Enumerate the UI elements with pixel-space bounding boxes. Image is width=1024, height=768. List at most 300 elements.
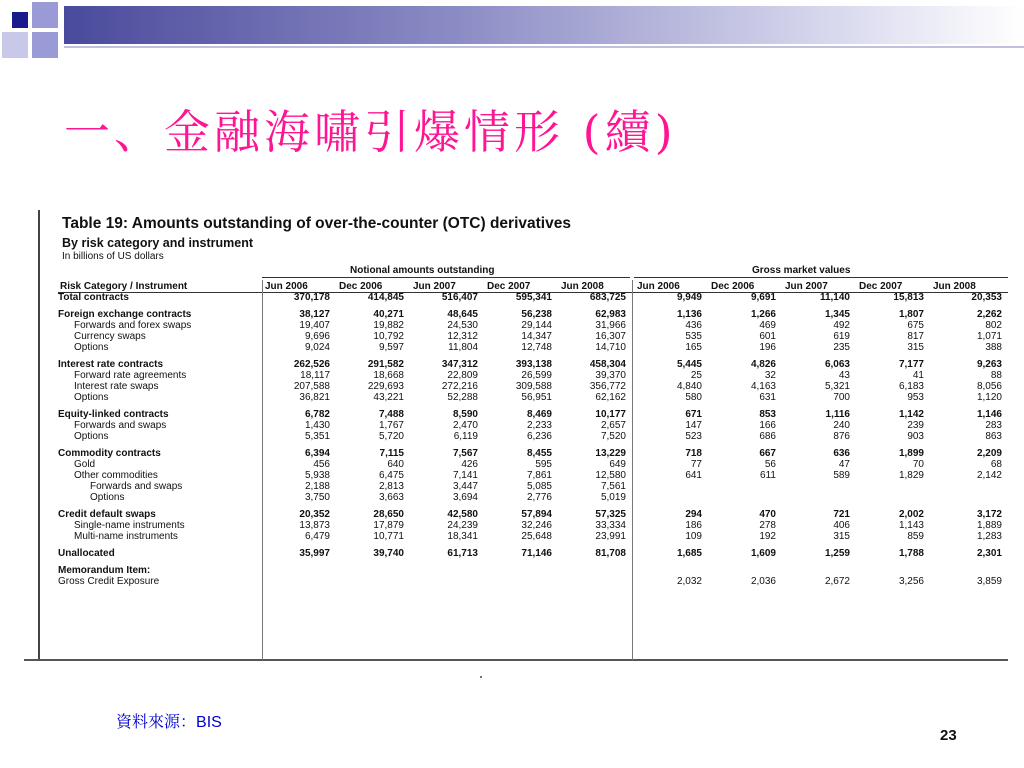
table-cell: 2,142 (976, 470, 1002, 481)
table-cell: 4,840 (676, 381, 702, 392)
table-cell: 11,140 (819, 292, 850, 303)
row-label: Credit default swaps (58, 509, 156, 520)
row-label: Commodity contracts (58, 448, 161, 459)
table-cell: 7,115 (379, 448, 404, 459)
corner-square-pale (2, 32, 28, 58)
table-cell: 12,312 (447, 331, 478, 342)
table-body (58, 292, 1008, 587)
table-cell: 5,720 (378, 431, 404, 442)
table-cell: 57,325 (595, 509, 626, 520)
table-cell: 291,582 (367, 359, 404, 370)
table-cell (930, 492, 1008, 503)
table-row (58, 331, 1008, 342)
table-cell (632, 565, 708, 576)
table-cell: 2,233 (526, 420, 552, 431)
table-cell: 25,648 (521, 531, 552, 542)
col-header: Dec 2007 (487, 281, 531, 292)
table-cell: 18,117 (300, 370, 330, 381)
table-cell: 636 (833, 448, 850, 459)
row-label: Currency swaps (74, 331, 146, 342)
table-cell: 6,479 (304, 531, 330, 542)
col-header: Dec 2006 (711, 281, 755, 292)
table-cell: 40,271 (373, 309, 404, 320)
table-cell: 1,136 (676, 309, 702, 320)
col-header-label: Risk Category / Instrument (60, 281, 188, 292)
table-row (58, 292, 1008, 303)
table-cell: 22,809 (447, 370, 478, 381)
table-cell: 8,590 (452, 409, 478, 420)
table-cell: 61,713 (447, 548, 478, 559)
table-cell: 2,209 (976, 448, 1002, 459)
table-cell: 2,470 (452, 420, 478, 431)
table-cell: 165 (685, 342, 702, 353)
table-cell: 853 (759, 409, 776, 420)
row-label: Options (74, 392, 109, 403)
table-cell: 9,949 (676, 292, 702, 303)
table-cell: 1,788 (898, 548, 924, 559)
table-cell: 5,351 (304, 431, 330, 442)
table-cell (782, 492, 856, 503)
table-cell: 25 (690, 370, 702, 381)
table-cell: 1,266 (750, 309, 776, 320)
table-cell: 68 (990, 459, 1002, 470)
group-header-notional: Notional amounts outstanding (350, 265, 495, 276)
page-number: 23 (940, 727, 957, 744)
table-left-border (38, 210, 40, 660)
table-cell: 580 (685, 392, 702, 403)
table-cell: 207,588 (293, 381, 330, 392)
corner-square-mid (32, 32, 58, 58)
row-label: Total contracts (58, 292, 129, 303)
table-cell: 2,672 (824, 576, 850, 587)
table-cell: 469 (759, 320, 776, 331)
table-cell: 859 (907, 531, 924, 542)
table-cell (262, 565, 336, 576)
table-cell: 2,032 (676, 576, 702, 587)
table-cell: 356,772 (589, 381, 626, 392)
table-cell (410, 565, 484, 576)
table-cell: 426 (461, 459, 478, 470)
table-cell: 239 (907, 420, 924, 431)
table-cell: 13,873 (299, 520, 330, 531)
table-cell: 649 (609, 459, 626, 470)
table-cell: 7,520 (600, 431, 626, 442)
table-cell: 235 (833, 342, 850, 353)
source-note (116, 709, 222, 732)
table-cell: 62,983 (595, 309, 626, 320)
table-cell (930, 481, 1008, 492)
row-label: Forward rate agreements (74, 370, 187, 381)
table-cell: 470 (759, 509, 776, 520)
table-cell: 7,488 (378, 409, 404, 420)
table-row (58, 342, 1008, 353)
table-cell: 667 (759, 448, 776, 459)
table-cell: 1,142 (898, 409, 924, 420)
table-cell: 43 (838, 370, 850, 381)
source-label: 資料來源： (116, 714, 197, 731)
table-cell: 9,597 (378, 342, 404, 353)
col-header: Jun 2008 (561, 281, 604, 292)
table-cell: 109 (685, 531, 702, 542)
col-header: Dec 2006 (339, 281, 383, 292)
table-row (58, 470, 1008, 481)
row-label: Single-name instruments (74, 520, 185, 531)
table-cell: 1,889 (976, 520, 1002, 531)
table-cell: 71,146 (521, 548, 552, 559)
table-cell: 35,997 (299, 548, 330, 559)
col-header: Jun 2006 (265, 281, 308, 292)
table-cell: 8,056 (976, 381, 1002, 392)
table-cell: 721 (833, 509, 850, 520)
table-cell: 1,807 (898, 309, 924, 320)
row-label: Other commodities (74, 470, 158, 481)
table-cell: 315 (907, 342, 924, 353)
table-cell: 1,120 (976, 392, 1002, 403)
table-cell: 4,826 (750, 359, 776, 370)
table-cell: 5,445 (676, 359, 702, 370)
table-cell (336, 565, 410, 576)
table-cell: 81,708 (595, 548, 626, 559)
table-cell: 876 (833, 431, 850, 442)
table-cell: 10,177 (595, 409, 626, 420)
table-cell: 56 (764, 459, 776, 470)
table-cell: 186 (685, 520, 702, 531)
table-cell: 1,685 (676, 548, 702, 559)
table-cell: 3,750 (304, 492, 330, 503)
row-label: Gross Credit Exposure (58, 576, 160, 587)
table-cell: 43,221 (373, 392, 404, 403)
table-cell: 12,748 (521, 342, 552, 353)
table-row (58, 431, 1008, 442)
table-cell: 1,767 (378, 420, 404, 431)
table-cell: 7,141 (452, 470, 478, 481)
table-row (58, 309, 1008, 320)
table-cell: 2,188 (304, 481, 330, 492)
table-cell: 2,657 (600, 420, 626, 431)
row-label: Equity-linked contracts (58, 409, 169, 420)
table-cell: 393,138 (515, 359, 552, 370)
table-cell: 1,609 (750, 548, 776, 559)
table-cell: 2,813 (378, 481, 404, 492)
table-cell: 700 (833, 392, 850, 403)
row-label: Memorandum Item: (58, 565, 151, 576)
table-cell (708, 492, 782, 503)
table-cell: 240 (833, 420, 850, 431)
table-cell (336, 576, 410, 587)
table-cell: 6,475 (378, 470, 404, 481)
table-cell: 7,861 (526, 470, 552, 481)
table-cell: 686 (759, 431, 776, 442)
table-cell: 406 (833, 520, 850, 531)
table-cell: 1,071 (976, 331, 1002, 342)
table-cell: 17,879 (373, 520, 404, 531)
table-row (58, 381, 1008, 392)
corner-square-light (32, 2, 58, 28)
table-cell: 611 (760, 470, 776, 481)
table-cell: 5,321 (824, 381, 850, 392)
table-cell: 309,588 (515, 381, 552, 392)
table-cell: 3,447 (452, 481, 478, 492)
table-cell: 1,146 (976, 409, 1002, 420)
table-cell: 88 (990, 370, 1002, 381)
table-cell (484, 565, 558, 576)
table-row (58, 492, 1008, 503)
header-divider (64, 46, 1024, 48)
table-cell: 5,085 (526, 481, 552, 492)
table-cell: 631 (759, 392, 776, 403)
table-cell (856, 492, 930, 503)
table-cell: 2,776 (526, 492, 552, 503)
table-cell: 595,341 (515, 292, 552, 303)
row-label: Interest rate contracts (58, 359, 164, 370)
table-cell: 13,229 (595, 448, 626, 459)
group-header-gross: Gross market values (752, 265, 851, 276)
table-cell (632, 481, 708, 492)
table-cell: 5,938 (304, 470, 330, 481)
table-row (58, 409, 1008, 420)
table-cell: 863 (985, 431, 1002, 442)
table-row (58, 481, 1008, 492)
table-cell: 32,246 (521, 520, 552, 531)
table-cell: 523 (685, 431, 702, 442)
table-cell: 1,283 (976, 531, 1002, 542)
group-rule-notional (262, 277, 630, 278)
table-cell: 24,530 (447, 320, 478, 331)
table-cell: 718 (685, 448, 702, 459)
table-cell (558, 576, 632, 587)
table-row (58, 531, 1008, 542)
table-cell: 5,019 (600, 492, 626, 503)
table-cell: 16,307 (595, 331, 626, 342)
table-cell (262, 576, 336, 587)
table-cell: 8,455 (526, 448, 552, 459)
table-cell (558, 565, 632, 576)
table-cell: 14,710 (595, 342, 626, 353)
table-cell: 7,567 (452, 448, 478, 459)
table-cell: 9,263 (976, 359, 1002, 370)
table-cell (782, 481, 856, 492)
row-label: Foreign exchange contracts (58, 309, 192, 320)
table-cell: 77 (690, 459, 702, 470)
table-cell: 32 (764, 370, 776, 381)
table-cell (930, 565, 1008, 576)
table-row (58, 459, 1008, 470)
col-header: Jun 2007 (413, 281, 456, 292)
table-cell: 683,725 (589, 292, 626, 303)
table-cell: 817 (907, 331, 924, 342)
table-cell: 1,143 (898, 520, 924, 531)
table-cell: 1,899 (898, 448, 924, 459)
table-cell: 2,262 (976, 309, 1002, 320)
corner-square-dark (12, 12, 28, 28)
table-cell: 675 (907, 320, 924, 331)
table-row (58, 359, 1008, 370)
table-cell: 3,256 (898, 576, 924, 587)
table-cell: 6,782 (304, 409, 330, 420)
table-cell: 347,312 (441, 359, 478, 370)
table-row (58, 565, 1008, 576)
table-row (58, 509, 1008, 520)
table-cell: 20,352 (299, 509, 330, 520)
table-cell: 6,183 (898, 381, 924, 392)
table-cell: 70 (912, 459, 924, 470)
table-cell: 19,882 (373, 320, 404, 331)
table-row (58, 520, 1008, 531)
table-cell: 56,951 (521, 392, 552, 403)
table-cell: 640 (387, 459, 404, 470)
source-value: BIS (196, 714, 222, 731)
table-cell: 619 (833, 331, 850, 342)
table-cell: 601 (759, 331, 776, 342)
table-cell: 8,469 (526, 409, 552, 420)
table-cell: 229,693 (367, 381, 404, 392)
table-cell: 589 (833, 470, 850, 481)
table-cell: 39,370 (595, 370, 626, 381)
table-cell: 456 (313, 459, 330, 470)
table-cell: 641 (685, 470, 702, 481)
table-cell: 516,407 (441, 292, 478, 303)
table-cell: 20,353 (971, 292, 1002, 303)
table-cell: 29,144 (521, 320, 552, 331)
table-cell: 535 (685, 331, 702, 342)
table-cell (484, 576, 558, 587)
table-cell: 18,668 (373, 370, 404, 381)
table-cell: 15,813 (893, 292, 924, 303)
table-row (58, 392, 1008, 403)
group-rule-gross (634, 277, 1008, 278)
table-cell: 1,430 (304, 420, 330, 431)
table-cell: 3,172 (976, 509, 1002, 520)
table-cell: 23,991 (595, 531, 626, 542)
table-cell: 18,341 (447, 531, 478, 542)
table-cell: 56,238 (521, 309, 552, 320)
table-cell: 414,845 (367, 292, 404, 303)
row-label: Options (74, 342, 109, 353)
col-header: Dec 2007 (859, 281, 903, 292)
table-cell: 272,216 (441, 381, 478, 392)
table-cell: 388 (985, 342, 1002, 353)
table-title: Table 19: Amounts outstanding of over-the-counter (OTC) derivatives (62, 215, 571, 232)
table-cell (782, 565, 856, 576)
table-cell (856, 565, 930, 576)
table-cell: 953 (907, 392, 924, 403)
table-cell: 28,650 (373, 509, 404, 520)
table-cell: 2,002 (898, 509, 924, 520)
table-cell (410, 576, 484, 587)
row-label: Options (90, 492, 125, 503)
table-cell: 10,792 (373, 331, 404, 342)
stray-dot (480, 676, 482, 678)
table-row (58, 548, 1008, 559)
row-label: Multi-name instruments (74, 531, 178, 542)
row-label: Interest rate swaps (74, 381, 159, 392)
table-cell: 14,347 (521, 331, 552, 342)
table-cell: 26,599 (521, 370, 552, 381)
table-cell: 147 (685, 420, 702, 431)
table-cell: 436 (685, 320, 702, 331)
table-cell: 903 (907, 431, 924, 442)
table-cell: 7,177 (898, 359, 924, 370)
table-cell: 62,162 (595, 392, 626, 403)
table-cell: 7,561 (600, 481, 626, 492)
table-cell: 19,407 (299, 320, 330, 331)
table-cell: 6,236 (526, 431, 552, 442)
table-cell: 671 (685, 409, 702, 420)
slide-title: 一、金融海嘯引爆情形 (續) (64, 105, 677, 159)
table-cell: 283 (985, 420, 1002, 431)
otc-derivatives-table (58, 292, 1008, 587)
row-label: Forwards and swaps (74, 420, 167, 431)
row-label: Gold (74, 459, 96, 470)
table-cell: 6,119 (453, 431, 478, 442)
table-cell: 370,178 (293, 292, 330, 303)
table-cell: 39,740 (373, 548, 404, 559)
table-cell (708, 565, 782, 576)
table-row (58, 320, 1008, 331)
table-cell: 278 (759, 520, 776, 531)
table-cell: 2,036 (750, 576, 776, 587)
table-cell: 52,288 (447, 392, 478, 403)
table-cell: 2,301 (976, 548, 1002, 559)
table-cell: 4,163 (750, 381, 776, 392)
table-cell: 11,804 (448, 342, 478, 353)
table-cell: 492 (833, 320, 850, 331)
table-cell: 38,127 (299, 309, 330, 320)
table-cell: 166 (759, 420, 776, 431)
table-cell: 3,694 (452, 492, 478, 503)
table-cell: 57,894 (521, 509, 552, 520)
table-cell: 12,580 (595, 470, 626, 481)
table-cell: 9,691 (750, 292, 776, 303)
table-cell: 9,024 (304, 342, 330, 353)
row-label: Unallocated (58, 548, 115, 559)
table-cell: 9,696 (304, 331, 330, 342)
table-cell: 3,859 (976, 576, 1002, 587)
table-cell (632, 492, 708, 503)
table-cell (708, 481, 782, 492)
table-unit: In billions of US dollars (62, 251, 164, 262)
table-cell: 6,063 (824, 359, 850, 370)
table-cell: 802 (985, 320, 1002, 331)
row-label: Options (74, 431, 109, 442)
table-cell: 1,829 (898, 470, 924, 481)
table-cell: 42,580 (447, 509, 478, 520)
table-cell: 6,394 (304, 448, 330, 459)
table-row (58, 448, 1008, 459)
table-cell: 41 (912, 370, 924, 381)
table-cell: 36,821 (299, 392, 330, 403)
col-header: Jun 2008 (933, 281, 976, 292)
table-cell (856, 481, 930, 492)
table-cell: 3,663 (378, 492, 404, 503)
table-cell: 196 (759, 342, 776, 353)
table-cell: 458,304 (589, 359, 626, 370)
table-row (58, 420, 1008, 431)
table-cell: 595 (535, 459, 552, 470)
table-subtitle: By risk category and instrument (62, 236, 254, 250)
table-cell: 294 (685, 509, 702, 520)
row-label: Forwards and forex swaps (74, 320, 192, 331)
table-cell: 192 (759, 531, 776, 542)
table-bottom-border (24, 659, 1008, 661)
row-label: Forwards and swaps (90, 481, 183, 492)
table-cell: 1,259 (824, 548, 850, 559)
col-header: Jun 2006 (637, 281, 680, 292)
col-header: Jun 2007 (785, 281, 828, 292)
table-cell: 262,526 (293, 359, 330, 370)
table-cell: 24,239 (447, 520, 478, 531)
table-cell: 10,771 (373, 531, 404, 542)
